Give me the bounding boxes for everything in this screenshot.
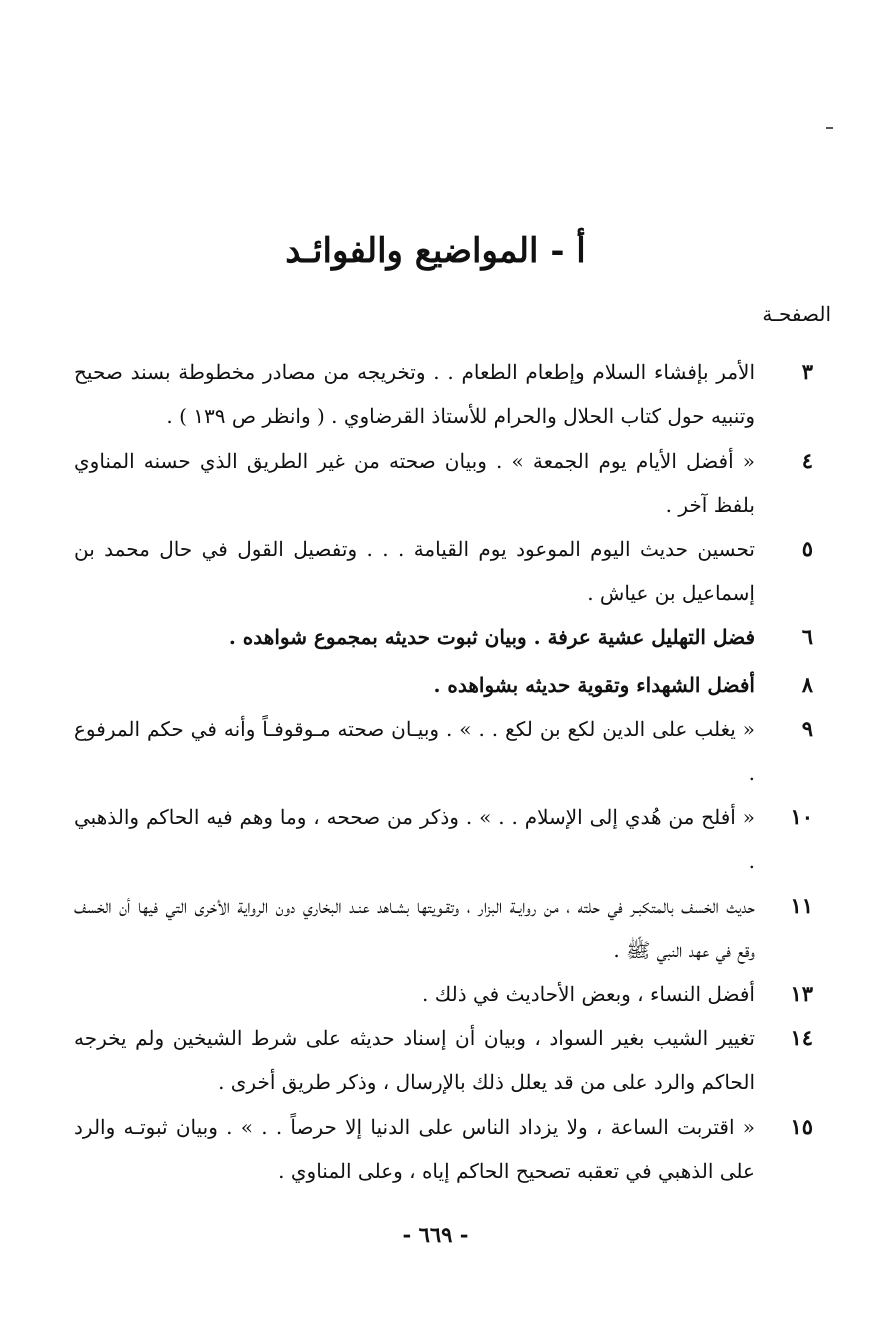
index-entry: [0, 350, 871, 430]
entry-page-number: ١٤: [790, 1025, 813, 1050]
entry-page-number: ١٥: [790, 1114, 813, 1139]
entry-text: فضل التهليل عشية عرفة . وبيان ثبوت حديثه بمجموع شواهده .: [228, 625, 755, 649]
scan-speck: [826, 127, 833, 129]
page-column-label: الصفحـة: [762, 302, 831, 326]
entry-page-number: ١٠: [790, 804, 813, 829]
entry-text: الأمر بإفشاء السلام وإطعام الطعام . . وتخريجه من مصادر مخطوطة بسند صحيح وتنبيه حول كتاب الحلال والحرام للأستاذ القرضاوي . ( وانظر ص ١٣٩ ) .: [74, 360, 755, 428]
entry-text: « يغلب على الدين لكع بن لكع . . » . وبيـان صحته مـوقوفـاً وأنه في حكم المرفوع .: [74, 717, 755, 785]
entry-text: أفضل النساء ، وبعض الأحاديث في ذلك .: [422, 982, 755, 1006]
entry-page-number: ١٣: [790, 981, 813, 1006]
entry-text: أفضل الشهداء وتقوية حديثه بشواهده .: [433, 673, 755, 697]
entry-text: « أفضل الأيام يوم الجمعة » . وبيان صحته من غير الطريق الذي حسنه المناوي بلفظ آخر .: [74, 449, 755, 517]
index-entry: [0, 439, 871, 519]
entry-text: حديث الخسف بالمتكبـر في حلته ، من روايـة البزار ، وتقـويتها بشـاهد عنـد البخاري دون الرواية الأخرى التي فيها أن الخسف وقع في عهد النبي ﷺ .: [74, 894, 755, 962]
page-heading: أ - المواضيع والفوائـد: [285, 231, 586, 271]
index-entry: [0, 884, 871, 964]
index-entry: [0, 795, 871, 875]
entry-text: تغيير الشيب بغير السواد ، وبيان أن إسناد حديثه على شرط الشيخين ولم يخرجه الحاكم والرد على من قد يعلل ذلك بالإرسال ، وذكر طريق أخرى .: [74, 1026, 755, 1094]
index-entry: [0, 1105, 871, 1185]
page-folio: - ٦٦٩ -: [402, 1222, 469, 1247]
entry-page-number: ٣: [801, 359, 813, 384]
index-entry: [0, 1016, 871, 1096]
index-entry: [0, 527, 871, 607]
index-entry: [0, 707, 871, 787]
entry-text: « اقتربت الساعة ، ولا يزداد الناس على الدنيا إلا حرصاً . . » . وبيان ثبوتـه والرد على الذهبي في تعقبه تصحيح الحاكم إياه ، وعلى المناوي .: [74, 1115, 755, 1183]
entry-text: تحسين حديث اليوم الموعود يوم القيامة . . . وتفصيل القول في حال محمد بن إسماعيل بن عياش .: [74, 537, 755, 605]
entry-page-number: ٩: [801, 716, 813, 741]
entry-page-number: ١١: [790, 893, 813, 918]
entry-page-number: ٥: [801, 536, 813, 561]
entry-text: « أفلح من هُدي إلى الإسلام . . » . وذكر من صححه ، وما وهم فيه الحاكم والذهبي .: [74, 805, 755, 873]
entry-page-number: ٨: [801, 672, 813, 697]
entry-page-number: ٤: [801, 448, 813, 473]
entry-page-number: ٦: [801, 624, 813, 649]
